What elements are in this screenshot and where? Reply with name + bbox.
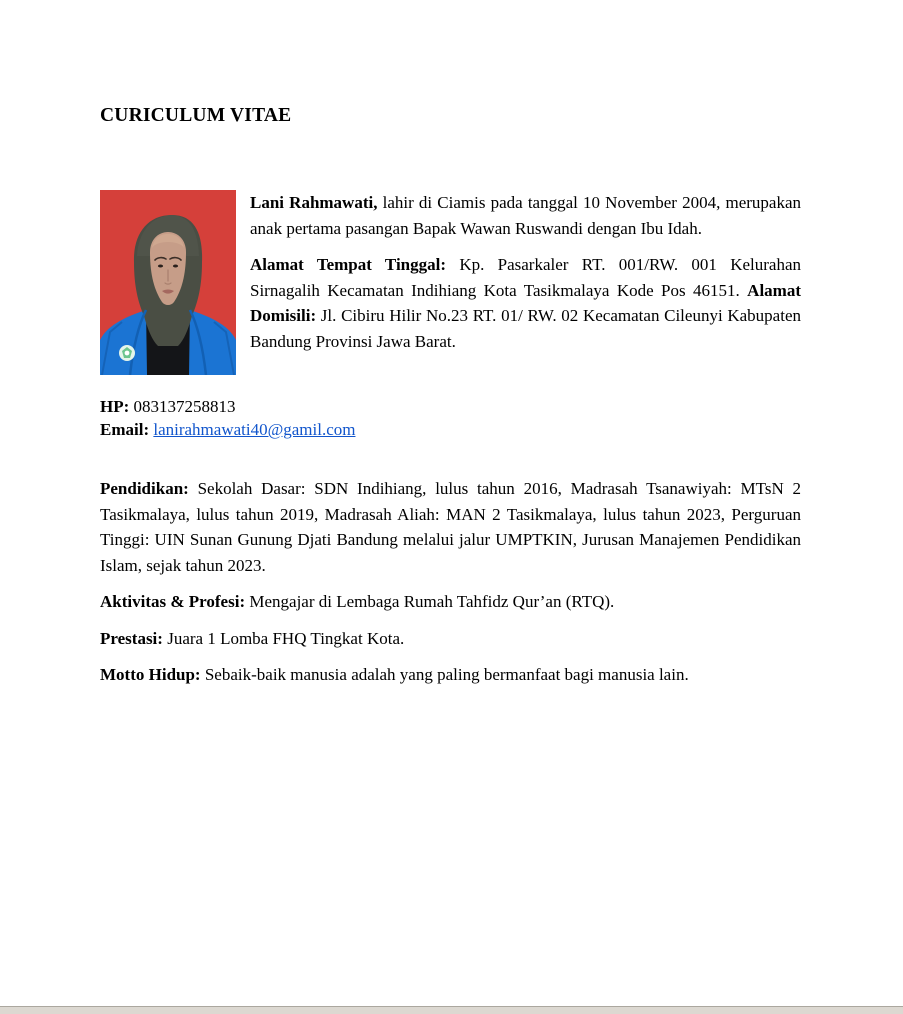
page-bottom-edge <box>0 1006 903 1014</box>
phone-value: 083137258813 <box>129 397 236 416</box>
activity-paragraph <box>100 589 801 615</box>
education-text: Sekolah Dasar: SDN Indihiang, lulus tahun 2016, Madrasah Tsanawiyah: MTsN 2 Tasikmalaya, lulus tahun 2019, Madrasah Aliah: MAN 2 Tasikmalaya, lulus tahun 2023, Perguruan Tinggi: UIN Sunan Gunung Djati Bandung melalui jalur UMPTKIN, Jurusan Manajemen Pendidikan Islam, sejak tahun 2023. <box>100 479 801 575</box>
motto-paragraph <box>100 662 801 688</box>
motto-text: Sebaik-baik manusia adalah yang paling bermanfaat bagi manusia lain. <box>200 665 689 684</box>
page-title: CURICULUM VITAE <box>100 105 292 126</box>
portrait-photo-graphic <box>100 190 236 375</box>
phone-label: HP: <box>100 397 130 416</box>
achievement-paragraph <box>100 626 801 652</box>
intro-text: lahir di Ciamis pada tanggal 10 November 2004, merupakan anak pertama pasangan Bapak Wawan Ruswandi dengan Ibu Idah. <box>250 193 801 238</box>
email-line <box>100 418 801 441</box>
intro-name: Lani Rahmawati, <box>250 193 378 212</box>
email-link[interactable]: lanirahmawati40@gamil.com <box>153 420 356 439</box>
education-paragraph <box>100 476 801 578</box>
jacket-logo-badge <box>119 345 135 361</box>
address-domicile-label: Alamat Domisili: <box>250 280 801 325</box>
education-label: Pendidikan: <box>100 479 189 498</box>
address-home-text: Kp. Pasarkaler RT. 001/RW. 001 Kelurahan Sirnagalih Kecamatan Indihiang Kota Tasikmalaya Kode Pos 46151. <box>250 255 802 300</box>
phone-line <box>100 395 801 418</box>
achievement-text: Juara 1 Lomba FHQ Tingkat Kota. <box>162 628 405 648</box>
activity-label: Aktivitas & Profesi: <box>100 592 246 611</box>
achievement-label: Prestasi: <box>100 628 163 648</box>
applicant-portrait-photo <box>100 190 236 375</box>
address-home-label: Alamat Tempat Tinggal: <box>250 255 447 274</box>
contact-block <box>100 383 801 441</box>
email-label: Email: <box>100 420 150 439</box>
motto-label: Motto Hidup: <box>100 665 201 684</box>
cv-document <box>100 104 801 699</box>
activity-text: Mengajar di Lembaga Rumah Tahfidz Qur’an (RTQ). <box>245 592 615 611</box>
address-domicile-text: Jl. Cibiru Hilir No.23 RT. 01/ RW. 02 Kecamatan Cileunyi Kabupaten Bandung Provinsi Jawa Barat. <box>250 306 801 351</box>
